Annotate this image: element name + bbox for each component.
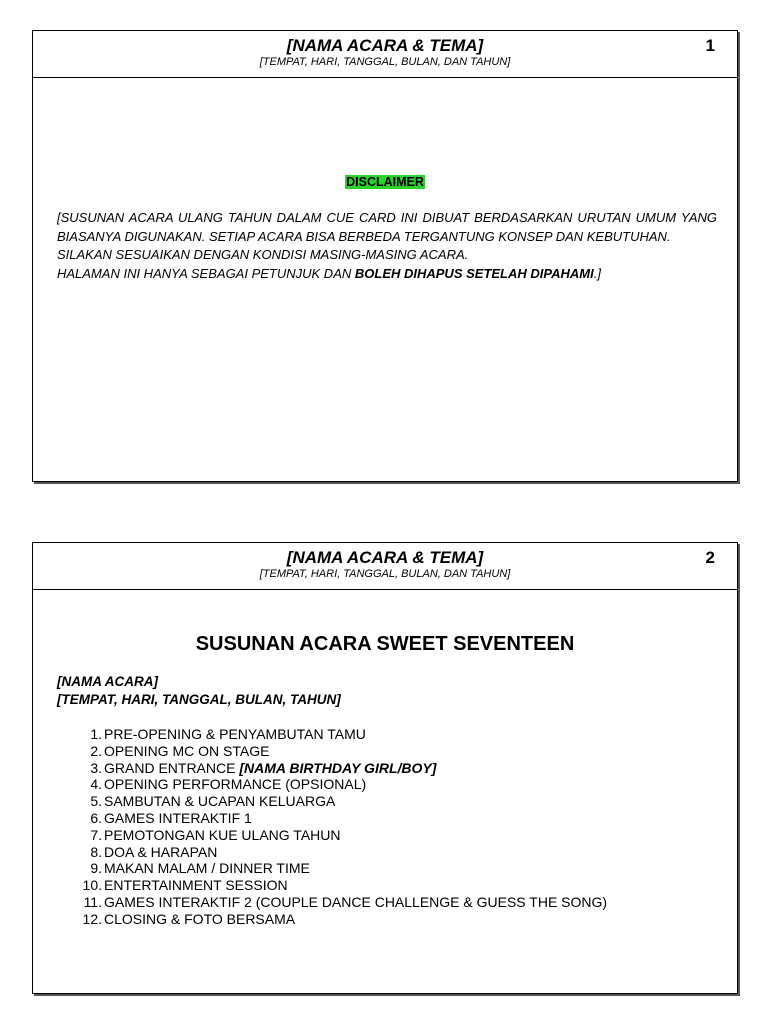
event-details: [TEMPAT, HARI, TANGGAL, BULAN, TAHUN] — [57, 692, 341, 707]
agenda-item — [77, 743, 607, 760]
agenda-item-text: PEMOTONGAN KUE ULANG TAHUN — [104, 826, 341, 843]
agenda-item-number: 10. — [82, 877, 102, 894]
agenda-item-number: 2. — [90, 742, 102, 759]
agenda-item-number: 11. — [83, 893, 102, 910]
agenda-item-text: GAMES INTERAKTIF 2 (COUPLE DANCE CHALLENGE & GUESS THE SONG) — [104, 893, 608, 910]
agenda-item-number: 4. — [90, 776, 102, 793]
disclaimer-text: .] — [593, 265, 601, 281]
event-subtitle: [TEMPAT, HARI, TANGGAL, BULAN, DAN TAHUN] — [259, 56, 511, 68]
agenda-item-placeholder: [NAMA BIRTHDAY GIRL/BOY] — [239, 759, 437, 776]
card-header — [33, 31, 737, 78]
agenda-item-text: SAMBUTAN & UCAPAN KELUARGA — [104, 793, 336, 810]
disclaimer-paragraph — [57, 265, 717, 284]
agenda-item-number: 9. — [90, 860, 102, 877]
agenda-item-number: 3. — [90, 759, 102, 776]
agenda-list — [77, 726, 607, 928]
agenda-item-text: DOA & HARAPAN — [104, 843, 218, 860]
agenda-item — [77, 810, 607, 827]
agenda-item-text: ENTERTAINMENT SESSION — [104, 877, 288, 894]
agenda-item-number: 5. — [90, 793, 102, 810]
event-title: [NAMA ACARA & TEMA] — [286, 548, 484, 567]
page-number: 2 — [705, 548, 715, 567]
disclaimer-paragraph: [SUSUNAN ACARA ULANG TAHUN DALAM CUE CARD INI DIBUAT BERDASARKAN URUTAN UMUM YANG BIASANYA DIGUNAKAN. SETIAP ACARA BISA BERBEDA TERGANTUNG KONSEP DAN KEBUTUHAN. — [57, 210, 717, 244]
agenda-item — [77, 911, 607, 928]
agenda-item-text: OPENING MC ON STAGE — [104, 742, 270, 759]
disclaimer-heading — [33, 175, 737, 189]
agenda-item-number: 12. — [82, 910, 102, 927]
cue-card-2 — [32, 542, 738, 994]
agenda-item — [77, 827, 607, 844]
disclaimer-paragraph: SILAKAN SESUAIKAN DENGAN KONDISI MASING-MASING ACARA. — [57, 247, 469, 262]
agenda-item-text: GAMES INTERAKTIF 1 — [104, 809, 252, 826]
agenda-item-text: OPENING PERFORMANCE (OPSIONAL) — [104, 776, 367, 793]
agenda-item-number: 7. — [90, 826, 102, 843]
agenda-item — [77, 726, 607, 743]
disclaimer-body — [57, 209, 717, 283]
agenda-item-text: MAKAN MALAM / DINNER TIME — [104, 860, 310, 877]
agenda-item-text: PRE-OPENING & PENYAMBUTAN TAMU — [104, 726, 366, 742]
agenda-meta — [57, 673, 341, 709]
card-header — [33, 543, 737, 590]
page-number: 1 — [705, 36, 715, 55]
agenda-item — [77, 760, 607, 777]
agenda-item — [77, 793, 607, 810]
agenda-item-text: CLOSING & FOTO BERSAMA — [104, 910, 296, 927]
agenda-item-number: 6. — [90, 809, 102, 826]
agenda-item — [77, 894, 607, 911]
agenda-item-number: 1. — [90, 726, 102, 742]
agenda-item — [77, 844, 607, 861]
agenda-item — [77, 860, 607, 877]
agenda-title: SUSUNAN ACARA SWEET SEVENTEEN — [195, 633, 575, 655]
agenda-item-text: GRAND ENTRANCE — [104, 759, 240, 776]
agenda-item — [77, 877, 607, 894]
agenda-item-number: 8. — [90, 843, 102, 860]
event-name: [NAMA ACARA] — [57, 674, 158, 689]
disclaimer-highlight: DISCLAIMER — [346, 175, 424, 189]
event-title: [NAMA ACARA & TEMA] — [286, 36, 484, 55]
agenda-item — [77, 776, 607, 793]
disclaimer-emphasis: BOLEH DIHAPUS SETELAH DIPAHAMI — [354, 265, 594, 281]
disclaimer-text: HALAMAN INI HANYA SEBAGAI PETUNJUK DAN — [57, 265, 355, 281]
cue-card-1 — [32, 30, 738, 482]
event-subtitle: [TEMPAT, HARI, TANGGAL, BULAN, DAN TAHUN] — [259, 568, 511, 580]
